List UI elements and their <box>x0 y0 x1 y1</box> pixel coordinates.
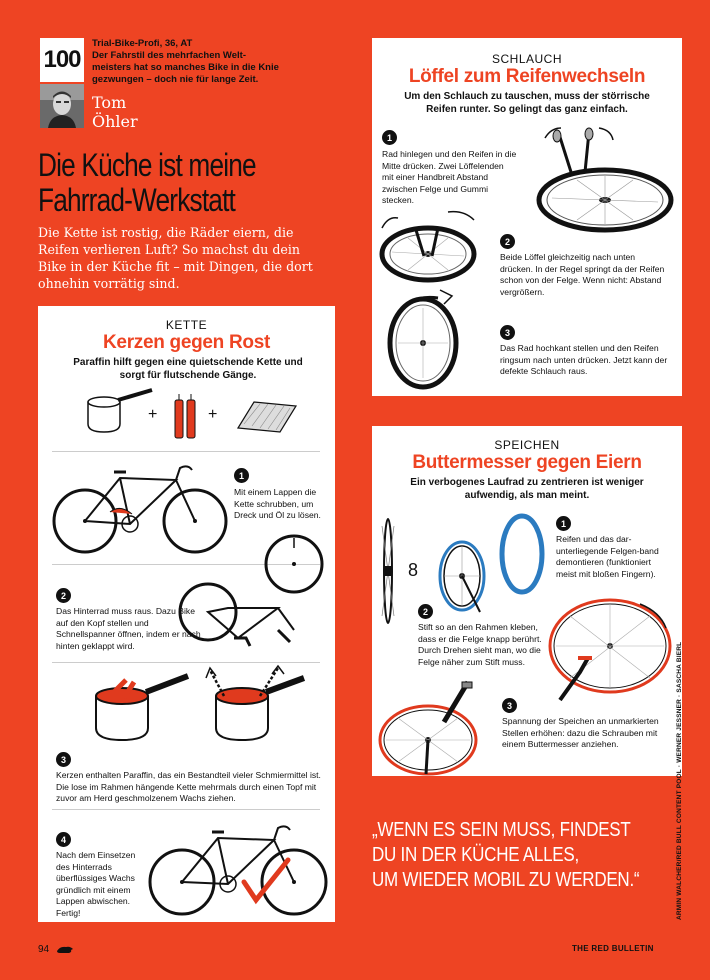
issue-number-badge <box>40 38 84 82</box>
bull-logo-icon <box>56 945 74 954</box>
kette-step-2-number: 2 <box>56 588 71 603</box>
schlauch-title: Löffel zum Reifenwechseln <box>408 66 646 87</box>
schlauch-step-3-number: 3 <box>500 325 515 340</box>
speichen-step-2-text: Stift so an den Rahmen kleben, dass er die Felge knapp berührt. Durch Drehen sieht man, wo die Felge näher zum Stift muss. <box>418 622 542 667</box>
kette-subtitle: Paraffin hilft gegen eine quietschende Kette und sorgt für flutschende Gänge. <box>73 357 303 381</box>
schlauch-step-1-number: 1 <box>382 130 397 145</box>
headline-line-1: Die Küche ist meine <box>38 147 256 183</box>
portrait-photo <box>40 84 84 128</box>
pot-wax-illustration <box>90 666 190 746</box>
photo-credits <box>676 630 686 920</box>
kette-step-4-text: Nach dem Einsetzen des Hinterrads überflüssiges Wachs gründlich mit einem Lappen abwischen. Fertig! <box>56 850 136 918</box>
panel-kette <box>38 306 335 922</box>
kette-kicker: KETTE <box>165 318 208 332</box>
plus-sign-1: + <box>148 406 158 423</box>
athlete-last-name: Öhler <box>92 112 138 131</box>
plus-sign-2: + <box>208 406 218 423</box>
quote-line-2: DU IN DER KÜCHE ALLES, <box>372 844 579 866</box>
kette-title: Kerzen gegen Rost <box>103 332 270 353</box>
schlauch-step-3-text: Das Rad hochkant stellen und den Reifen ringsum nach unten drücken. Jetzt kann der defekte Schlauch raus. <box>500 343 668 376</box>
speichen-title: Buttermesser gegen Eiern <box>412 452 642 473</box>
divider <box>52 662 320 663</box>
figure-eight-symbol: 8 <box>408 560 419 580</box>
quote-line-1: „WENN ES SEIN MUSS, FINDEST <box>372 819 631 841</box>
magazine-brand: THE RED BULLETIN <box>572 944 654 953</box>
page-number <box>38 944 74 955</box>
rim-with-pen-illustration <box>540 592 678 704</box>
chain-dipping-illustration <box>206 666 306 751</box>
panel-schlauch <box>372 38 682 396</box>
wheel-upright-illustration <box>378 288 468 388</box>
spoons-lever-illustration <box>378 206 488 301</box>
kette-step-3-text: Kerzen enthalten Paraffin, das ein Bestandteil vieler Schmiermittel ist. Die lose im Rahmen hängende Kette mehrmals durch einen Topf mit zuvor am Herd geschmolzenem Wachs ziehen. <box>56 770 321 803</box>
speichen-step-2-number: 2 <box>418 604 433 619</box>
wheel-spoons-illustration <box>527 130 672 240</box>
pot-icon <box>86 388 156 438</box>
candles-icon <box>171 394 199 442</box>
pull-quote <box>372 818 640 893</box>
panel-speichen <box>372 426 682 776</box>
athlete-name <box>92 93 138 131</box>
schlauch-subtitle: Um den Schlauch zu tauschen, muss der störrische Reifen runter. So gelingt das ganz einfach. <box>404 91 650 115</box>
cloth-icon <box>234 398 300 434</box>
schlauch-step-1-text: Rad hinlegen und den Reifen in die Mitte drücken. Zwei Löffelenden mit einer Handbreit Abstand zwischen Felge und Gummi stecken. <box>382 149 517 205</box>
kette-step-4-number: 4 <box>56 832 71 847</box>
schlauch-step-2-text: Beide Löffel gleichzeitig nach unten drücken. In der Regel springt da der Reifen schon von der Felge. Wenn nicht: Abstand vergrößern. <box>500 252 665 297</box>
kette-step-3-number: 3 <box>56 752 71 767</box>
rim-truing-illustration <box>378 682 498 774</box>
speichen-kicker: SPEICHEN <box>494 438 560 452</box>
speichen-step-1-text: Reifen und das dar-unterliegende Felgen-band demontieren (funktioniert meist mit bloßen Fingern). <box>556 534 659 579</box>
tire-removal-illustration <box>430 514 550 614</box>
divider <box>52 451 320 452</box>
schlauch-step-2-number: 2 <box>500 234 515 249</box>
wheel-side-illustration <box>376 516 406 626</box>
schlauch-kicker: SCHLAUCH <box>491 52 562 66</box>
quote-line-3: UM WIEDER MOBIL ZU WERDEN.“ <box>372 869 640 891</box>
issue-number: 100 <box>43 46 81 73</box>
credits-text: ARMIN WALCHER/RED BULL CONTENT POOL · WERNER JESSNER · SASCHA BIERL <box>676 641 683 920</box>
page-headline <box>38 148 284 218</box>
speichen-step-1-number: 1 <box>556 516 571 531</box>
divider <box>52 809 320 810</box>
athlete-bio: Trial-Bike-Profi, 36, AT Der Fahrstil des mehrfachen Welt- meisters hat so manches Bike in die Knie gezwungen – doch nie für lange Zeit. <box>92 38 279 85</box>
speichen-step-3-text: Spannung der Speichen an unmarkierten Stellen erhöhen: dazu die Schrauben mit einem Buttermesser anziehen. <box>502 716 659 749</box>
lead-text: Die Kette ist rostig, die Räder eiern, die Reifen verlieren Luft? So machst du dein Bike in der Küche fit – mit Dingen, die dort ohnehin vorrätig sind. <box>38 225 313 291</box>
athlete-first-name: Tom <box>92 93 127 112</box>
speichen-step-3-number: 3 <box>502 698 517 713</box>
kette-step-1-number: 1 <box>234 468 249 483</box>
headline-line-2: Fahrrad-Werkstatt <box>38 182 236 218</box>
kette-step-1-text: Mit einem Lappen die Kette schrubben, um Dreck und Öl zu lösen. <box>234 487 321 520</box>
page-number-text: 94 <box>38 944 50 955</box>
kette-step-2-text: Das Hinterrad muss raus. Dazu Bike auf den Kopf stellen und Schnellspanner öffnen, indem er nach hinten geklappt wird. <box>56 606 201 651</box>
speichen-subtitle: Ein verbogenes Laufrad zu zentrieren ist weniger aufwendig, als man meint. <box>410 477 644 501</box>
bike-finished-illustration <box>148 812 328 918</box>
